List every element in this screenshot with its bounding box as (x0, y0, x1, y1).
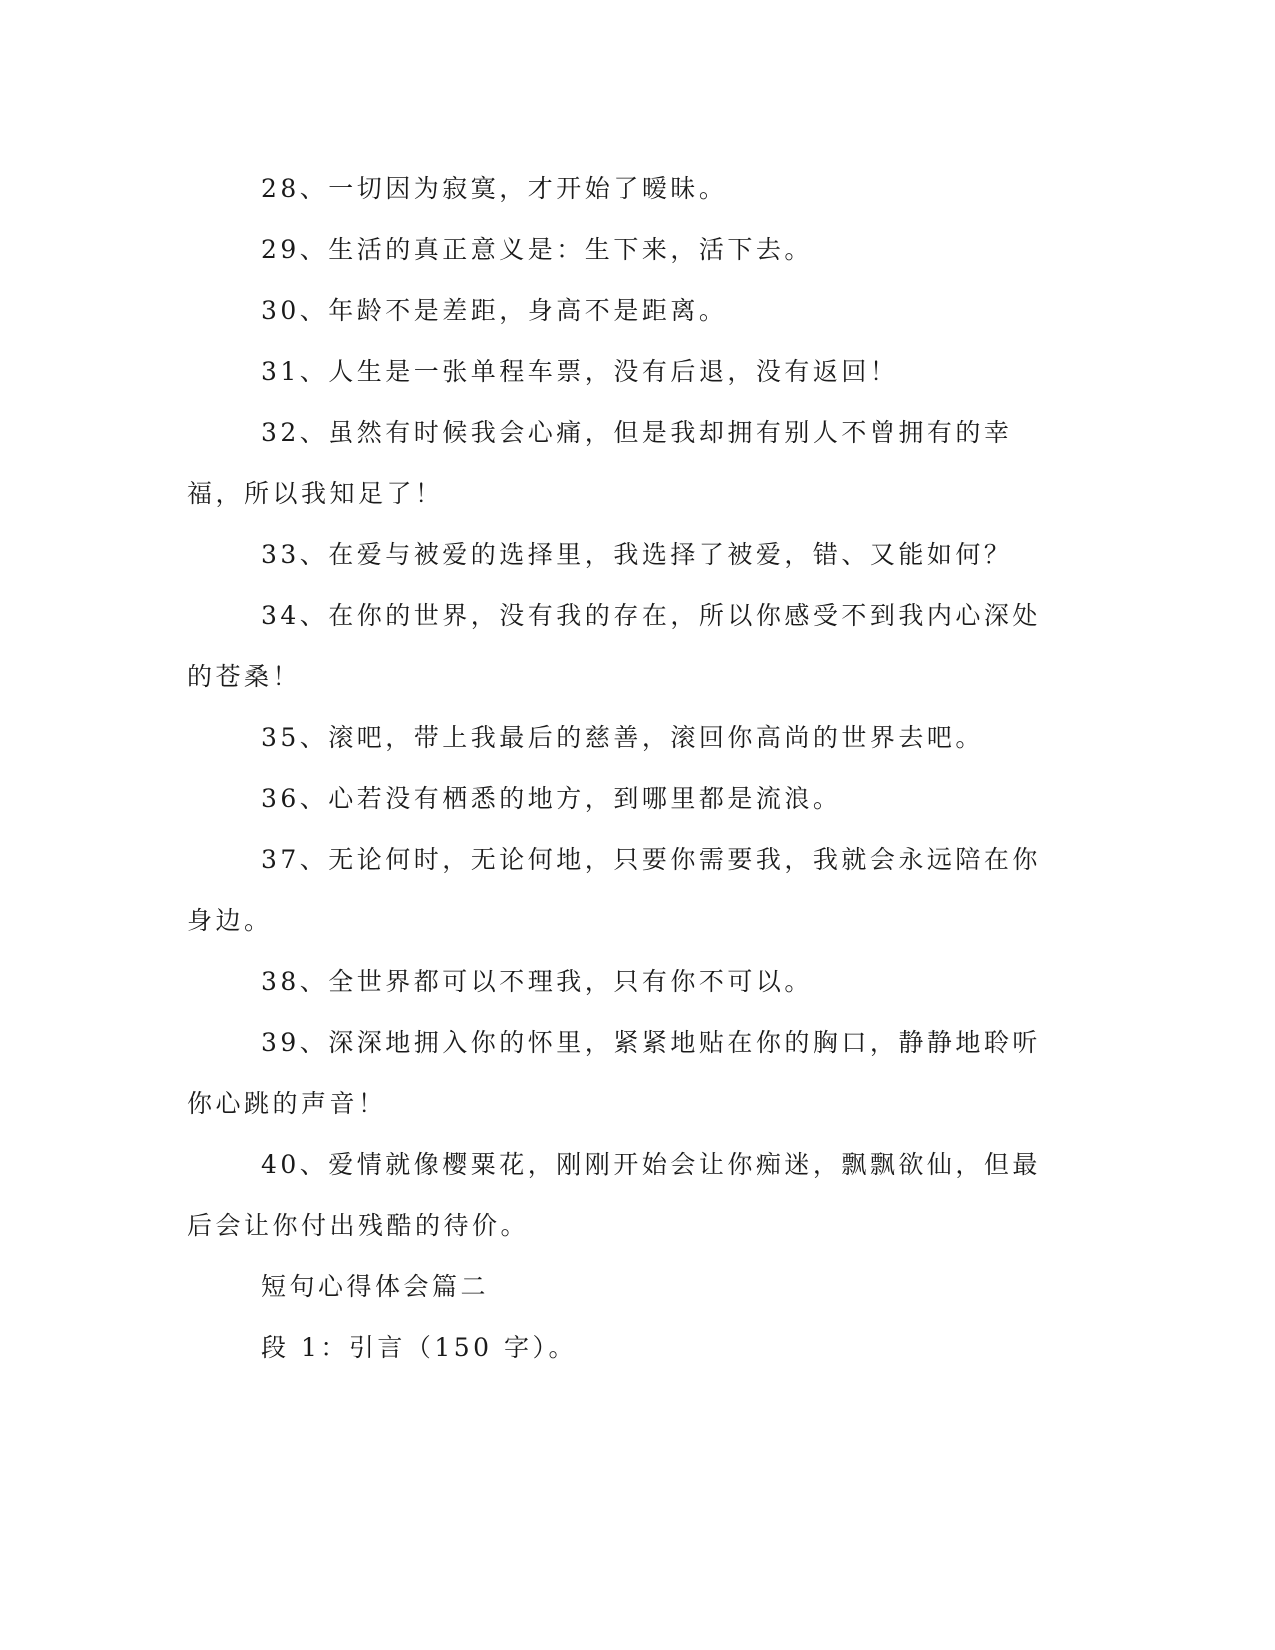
quote-paragraph-31: 31、人生是一张单程车票，没有后退，没有返回！ (261, 357, 899, 386)
quote-paragraph-40: 40、爱情就像樱粟花，刚刚开始会让你痴迷，飘飘欲仙，但最后会让你付出残酷的待价。 (187, 1150, 1041, 1240)
quote-paragraph-39: 39、深深地拥入你的怀里，紧紧地贴在你的胸口，静静地聆听你心跳的声音！ (187, 1028, 1041, 1118)
quote-paragraph-35: 35、滚吧，带上我最后的慈善，滚回你高尚的世界去吧。 (261, 723, 984, 752)
quote-paragraph-36: 36、心若没有栖悉的地方，到哪里都是流浪。 (261, 784, 842, 813)
quote-paragraph-33: 33、在爱与被爱的选择里，我选择了被爱，错、又能如何？ (261, 540, 1013, 569)
document-body (187, 158, 1067, 1378)
quote-paragraph-34: 34、在你的世界，没有我的存在，所以你感受不到我内心深处的苍桑！ (187, 601, 1041, 691)
quote-paragraph-37: 37、无论何时，无论何地，只要你需要我，我就会永远陪在你身边。 (187, 845, 1041, 935)
quote-paragraph-29: 29、生活的真正意义是：生下来，活下去。 (261, 235, 813, 264)
quote-paragraph-28: 28、一切因为寂寞，才开始了暧昧。 (261, 174, 728, 203)
quote-paragraph-32: 32、虽然有时候我会心痛，但是我却拥有别人不曾拥有的幸福，所以我知足了！ (187, 418, 1013, 508)
section-intro: 段 1：引言（150 字）。 (261, 1333, 578, 1362)
section-heading: 短句心得体会篇二 (261, 1272, 490, 1301)
quote-paragraph-38: 38、全世界都可以不理我，只有你不可以。 (261, 967, 813, 996)
quote-paragraph-30: 30、年龄不是差距，身高不是距离。 (261, 296, 728, 325)
